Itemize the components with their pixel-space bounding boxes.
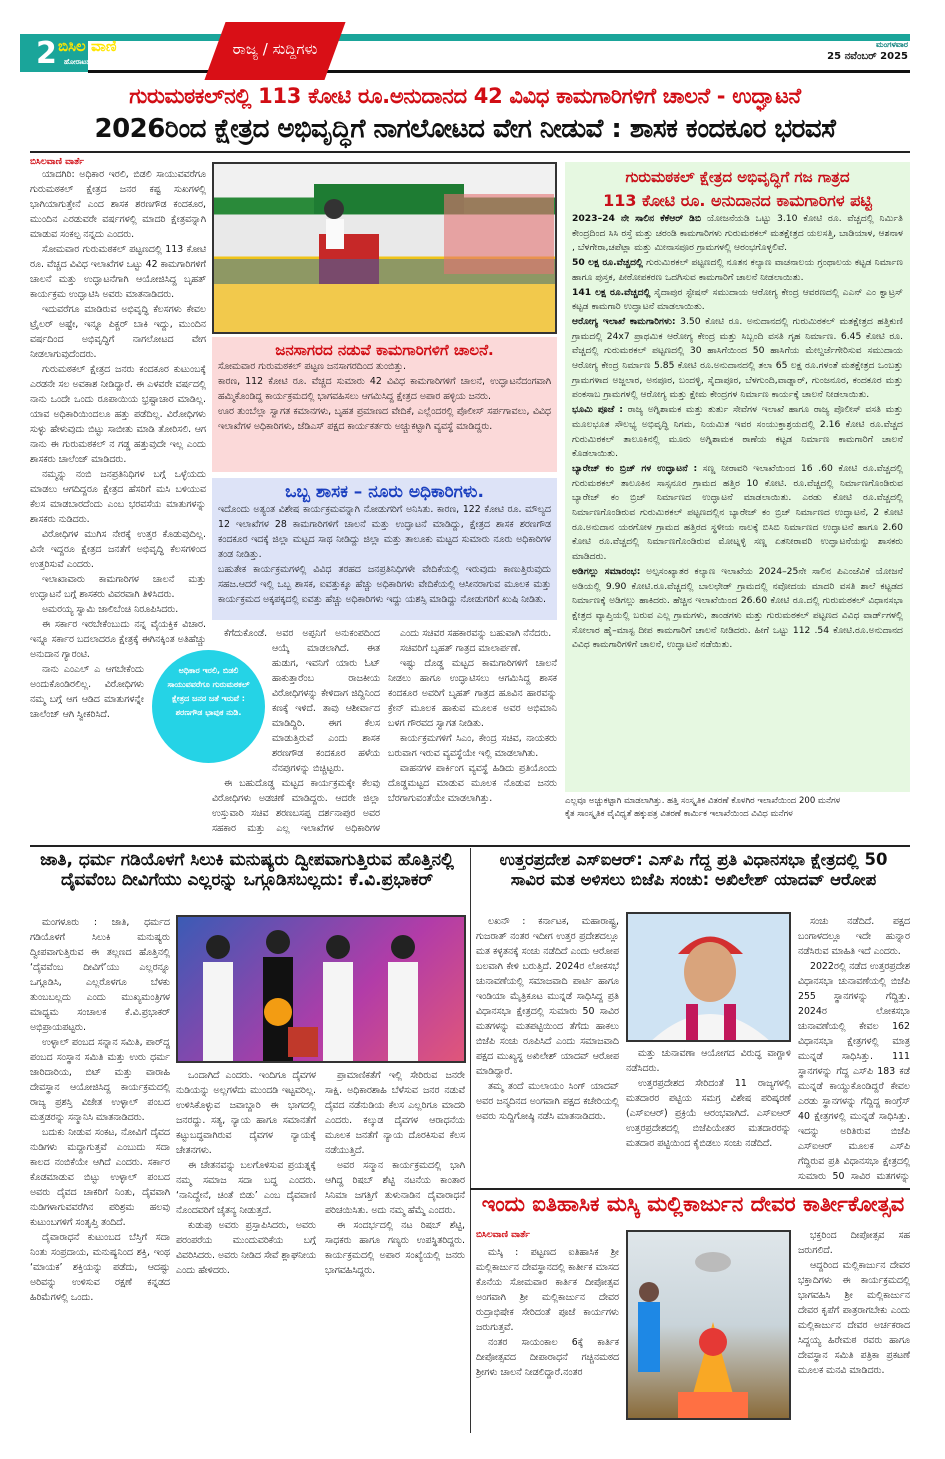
works-list-item — [572, 286, 903, 315]
paragraph: ಈ ಚೇತನವನ್ನು ಬಲಗೊಳಿಸುವ ಪ್ರಯತ್ನಕ್ಕೆ ನಮ್ಮ ಸಮಾಜ ಸದಾ ಬದ್ಧ ಎಂದರು. ‘ನಾನಿದ್ದೇನೆ, ಚಿಂತೆ ಬಿಡು’ ಎಂಬ ದೈವವಾಣಿ ನೊಂದವರಿಗೆ ಚೈತನ್ಯ ನೀಡುತ್ತದೆ. — [176, 1160, 316, 1216]
paragraph: ಊರ ತುಂಬೆಲ್ಲಾ ಸ್ವಾಗತ ಕಮಾನಗಳು, ಬೃಹತ ಪ್ರಮಾಣದ ವೇದಿಕೆ, ಎಲ್ಲೆಂದರಲ್ಲಿ ಪೊಲೀಸ್ ಸರ್ಪಗಾವಲು, ವಿವಿಧ ಇಲಾಖೆಗಳ ಅಧಿಕಾರಿಗಳು, ಜೆಡಿಎಸ್ ಪಕ್ಷದ ಕಾರ್ಯಕರ್ತರು ಅಚ್ಚುಕಟ್ಟಾಗಿ ವ್ಯವಸ್ಥೆ ಮಾಡಿದ್ದರು. — [218, 406, 551, 432]
divider — [30, 151, 910, 153]
works-list-item-lead: ಅಡಿಗಲ್ಲು ಸಮಾರಂಭ: — [572, 565, 641, 577]
works-list-item-lead: 50 ಲಕ್ಷ ರೂ.ವೆಚ್ಚದಲ್ಲಿ — [572, 257, 643, 269]
paragraph: ಸಚಿವರಿಗೆ ಬೃಹತ್ ಗಾತ್ರದ ಮಾಲಾರ್ಪಣೆ. — [400, 643, 521, 654]
paragraph: ಉಳ್ಳಾಲ್ ಪಂಬದ ಸನ್ನಾನ ಸಮಿತಿ, ಪಾರ್‌ದ್ದ ಪಂಬದ ಸಂಸ್ಥಾನ ಸಮಿತಿ ಮತ್ತು ಉರು ಧರ್ಮ ಜಾರಿದಾರಿಯ, ಬಿಟ್ ಮತ್ತು ವಾರಾಹಿ ದೇವಸ್ಥಾನ ಆಯೋಜಿಸಿದ್ದ ಕಾರ್ಯಕ್ರಮದಲ್ಲಿ ರಾಜ್ಯ ಪ್ರಶಸ್ತಿ ವಿಜೇತ ಉಳ್ಳಾಲ್ ಪಂಬದ ಮತ್ತಡರನ್ನು ಸನ್ಮಾನಿಸಿ ಮಾತನಾಡಿದರು. — [30, 1037, 170, 1123]
works-list-item — [572, 462, 903, 565]
maski-column-1 — [476, 1245, 619, 1427]
works-list-item-text: ಯೋಜನೆಯಡಿ ಒಟ್ಟು 3.10 ಕೋಟಿ ರೂ. ವೆಚ್ಚದಲ್ಲಿ ನಿರ್ಮಿತಿ ಕೇಂದ್ರದಿಂದ ಸಿಸಿ ರಸ್ತೆ ಮತ್ತು ಚರಂಡಿ ಕಾಮಗಾರಿಗಳು ಗುರುಮಠಕಲ್ ಮತಕ್ಷೇತ್ರದ ಯಲಸತ್ತಿ, ಬಾಡಿಯಾಳ, ಆಶನಾಳ , ಬೆಳಗೇರಾ,ಚಪೆಟ್ಲಾ ಮತ್ತು ಮೀನಾಸಪೂರ ಗ್ರಾಮಗಳಲ್ಲಿ ಆರಂಭಗೊಳ್ಳಲಿವೆ. — [572, 213, 903, 254]
paragraph: ಮಂಗಳೂರು : ಜಾತಿ, ಧರ್ಮದ ಗಡಿಯೊಳಗೆ ಸಿಲುಕಿ ಮನುಷ್ಯರು ದ್ವೀಪವಾಗುತ್ತಿರುವ ಈ ತಲ್ಲಣದ ಹೊತ್ತಿನಲ್ಲಿ ‘ದೈವವೆಂಬ ದೀವಿಗೆ’ಯು ಎಲ್ಲರನ್ನೂ ಒಗ್ಗೂಡಿಸಿ, ಎಲ್ಲರೊಳಗೂ ಬೆಳಕು ತುಂಬಬಲ್ಲದು ಎಂದು ಮುಖ್ಯಮಂತ್ರಿಗಳ ಮಾಧ್ಯಮ ಸಂಚಾಲಕ ಕೆ.ವಿ.ಪ್ರಭಾಕರ್ ಅಭಿಪ್ರಾಯಪಟ್ಟರು. — [30, 917, 170, 1033]
paragraph: ಸೋಮವಾರ ಗುರುಮಠಕಲ್ ಪಟ್ಟಣದಲ್ಲಿ 113 ಕೋಟಿ ರೂ. ವೆಚ್ಚದ ವಿವಿಧ ಇಲಾಖೆಗಳ ಒಟ್ಟು 42 ಕಾಮಗಾರಿಗಳಿಗೆ ಚಾಲನೆ ಮತ್ತು ಉದ್ಘಾಟನೆಗಾಗಿ ಆಯೋಜಿಸಿದ್ದ ಬೃಹತ್ ಕಾರ್ಯಕ್ರಮ ಉದ್ಘಾಟಿಸಿ ಅವರು ಮಾತನಾಡಿದರು. — [30, 244, 206, 300]
divider — [470, 1188, 910, 1190]
paragraph: ಇಷ್ಟು ದೊಡ್ಡ ಮಟ್ಟದ ಕಾಮಗಾರಿಗಳಿಗೆ ಚಾಲನೆ ನೀಡಲು ಹಾಗೂ ಉದ್ಘಾಟಿಸಲು ಆಗಮಿಸಿದ್ದ ಶಾಸಕ ಕಂದಕೂರ ಅವರಿಗೆ ಬೃಹತ್ ಗಾತ್ರದ ಹೂವಿನ ಹಾರವನ್ನು ಕ್ರೇನ್ ಮೂಲಕ ಹಾಕುವ ಮೂಲಕ ಅವರ ಅಭಿಮಾನಿ ಬಳಗ ಗೌರವದ ಸ್ವಾಗತ ನೀಡಿತು. — [388, 658, 557, 729]
paragraph: ಈ ಬಹುದೊಡ್ಡ ಮಟ್ಟದ ಕಾರ್ಯಕ್ರಮಕ್ಕೇ ಕೆಲವು ವಿರೋಧಿಗಳು ಅಡಚಣೆ ಮಾಡಿದ್ದರು. ಆದರೇ ಜಿಲ್ಲಾ ಉಸ್ತುವಾರಿ ಸಚಿವ ಶರಣಬಸಪ್ಪ ದರ್ಶನಾಪುರ ಅವರ ಸಹಕಾರ ಮತ್ತು ಎಲ್ಲ ಇಲಾಖೆಗಳ ಅಧಿಕಾರಿಗಳ — [212, 778, 380, 834]
prabhakar-headline-1: ಜಾತಿ, ಧರ್ಮ ಗಡಿಯೊಳಗೆ ಸಿಲುಕಿ ಮನುಷ್ಯರು ದ್ವೀಪವಾಗುತ್ತಿರುವ ಹೊತ್ತಿನಲ್ಲಿ — [40, 850, 454, 870]
lead-middle-column-b — [388, 626, 557, 838]
akhilesh-column-1 — [476, 914, 619, 1184]
works-list-item-text: ರಾಜ್ಯ ಅಗ್ನಿಶಾಮಕ ಮತ್ತು ತುರ್ತು ಸೇವೆಗಳ ಇಲಾಖೆ ಹಾಗೂ ರಾಜ್ಯ ಪೊಲೀಸ್ ವಸತಿ ಮತ್ತು ಮೂಲಭೂತ ಸೌಲಭ್ಯ ಅಭಿವೃದ್ಧಿ ನಿಗಮ, ನಿಯಮಿತ ಇವರ ಸಂಯುಕ್ತಾಶ್ರಯದಲ್ಲಿ 2.16 ಕೋಟಿ ರೂ.ವೆಚ್ಚದ ಗುರುಮಿಠಕಲ್ ತಾಲೂಕಿನಲ್ಲಿ ಮೂರು ಅಗ್ನಿಶಾಮಕ ಠಾಣೆಯ ಕಟ್ಟಡ ನಿರ್ಮಾಣ ಕಾಮಗಾರಿಗೆ ಚಾಲನೆ ಕೊಡಲಾಯಿತು. — [572, 404, 903, 460]
paragraph: ಸೋಮವಾರ ಗುರುಮಠಕಲ್ ಪಟ್ಟಣ ಜನಸಾಗರದಿಂದ ತುಂಬಿತ್ತು. — [218, 361, 407, 372]
paragraph: ಒಂದಾಗಿದೆ ಎಂದರು. ಇಂದಿಗೂ ದೈವಗಳ ನುಡಿಯನ್ನು ಅಲ್ಲಗಳೆದು ಮುಂದಡಿ ಇಟ್ಟವರಿಲ್ಲ. ಉಳಿಸಿಕೊಳ್ಳುವ ಜವಾಬ್ದಾರಿ ಈ ಭಾಗದಲ್ಲಿ ಜನರದ್ದು. ಸತ್ಯ, ನ್ಯಾಯ ಹಾಗೂ ಸಮಾನತೆಗೆ ಕಟ್ಟುಬದ್ಧವಾಗಿರುವ ದೈವಗಳ ನ್ಯಾಯಕ್ಕೆ ಚೇತನಗಳು. — [176, 1070, 316, 1156]
paragraph: ನಮ್ಮನ್ನು ನಂಬಿ ಜನಪ್ರತಿನಿಧಿಗಳ ಬಗ್ಗೆ ಒಳ್ಳೆಯದು ಮಾಡಲು ಆಗದಿದ್ದರೂ ಕ್ಷೇತ್ರದ ಹೆಸರಿಗೆ ಮಸಿ ಬಳಿಯುವ ಕೆಲಸ ಮಾಡಬಾರದೆಂದು ಎಂಬ ಭರವಸೆಯ ಮಾತುಗಳನ್ನು ಶಾಸಕರು ನುಡಿದರು. — [30, 469, 206, 525]
prabhakar-column-1 — [30, 915, 170, 1427]
works-list-item-lead: 141 ಲಕ್ಷ ರೂ.ವೆಚ್ಚದಲ್ಲಿ — [572, 286, 651, 298]
pink-box-heading: ಜನಸಾಗರದ ನಡುವೆ ಕಾಮಗಾರಿಗಳಿಗೆ ಚಾಲನೆ. — [275, 341, 494, 359]
paragraph: ವಾಹನಗಳ ಪಾರ್ಕಿಂಗ ವ್ಯವಸ್ಥೆ ಹಿಡಿದು ಪ್ರತಿಯೊಂದು ದೊಡ್ಡಮಟ್ಟದ ಮಾಡುವ ಮೂಲಕ ನೊಡುವ ಜನರು ಬೆರಗಾಗುವಂತೆಯೇ ಮಾಡಲಾಗಿತ್ತು. — [388, 763, 557, 804]
divider — [30, 845, 910, 847]
paragraph: ಕಾರ್ಯಕ್ರಮಗಳಿಗೆ ಸಿಎಂ, ಕೇಂದ್ರ ಸಚಿವ, ನಾಯಕರು ಬರುವಾಗ ಇರುವ ವ್ಯವಸ್ಥೆಯೇ ಇಲ್ಲಿ ಮಾಡಲಾಗಿತು. — [388, 733, 557, 759]
paragraph: ಲಖನೌ : ಕರ್ನಾಟಕ, ಮಹಾರಾಷ್ಟ್ರ, ಗುಜರಾತ್ ನಂತರ ಇದೀಗ ಉತ್ತರ ಪ್ರದೇಶದಲ್ಲೂ ಮತ ಕಳ್ಳತನಕ್ಕೆ ಸಂಚು ನಡೆದಿದೆ ಎಂದು ಆರೋಪ ಬಲವಾಗಿ ಕೇಳಿ ಬರುತ್ತಿದೆ. 2024ರ ಲೋಕಸಭೆ ಚುನಾವಣೆಯಲ್ಲಿ ಸಮಾಜವಾದಿ ಪಾರ್ಟಿ ಹಾಗೂ ಇಂಡಿಯಾ ಮೈತ್ರಿಕೂಟ ಮುನ್ನಡೆ ಸಾಧಿಸಿದ್ದ ಪ್ರತಿ ವಿಧಾನಸಭಾ ಕ್ಷೇತ್ರದಲ್ಲಿ ಸುಮಾರು 50 ಸಾವಿರ ಮತಗಳನ್ನು ಮತಪಟ್ಟಿಯಿಂದ ತೆಗೆದು ಹಾಕಲು ಬಿಜೆಪಿ ಸಂಚು ರೂಪಿಸಿದೆ ಎಂದು ಸಮಾಜವಾದಿ ಪಕ್ಷದ ಮುಖ್ಯಸ್ಥ ಅಖಿಲೇಶ್ ಯಾದವ್ ಆರೋಪ ಮಾಡಿದ್ದಾರೆ. — [476, 916, 619, 1077]
akhilesh-headline-2: ಸಾವಿರ ಮತ ಅಳಿಸಲು ಬಿಜೆಪಿ ಸಂಚು: ಅಖಿಲೇಶ್ ಯಾದವ್ ಆರೋಪ — [510, 870, 877, 889]
works-list-box — [565, 162, 910, 792]
works-list-item — [572, 212, 903, 256]
paragraph: ಉತ್ತರಪ್ರದೇಶದ ಸೇರಿದಂತೆ 11 ರಾಜ್ಯಗಳಲ್ಲಿ ಮತದಾರರ ಪಟ್ಟಿಯ ಸಮಗ್ರ ವಿಶೇಷ ಪರಿಷ್ಕರಣೆ (ಎಸ್‌ಐಆರ್) ಪ್ರಕ್ರಿಯೆ ಆರಂಭವಾಗಿದೆ. ಎಸ್‌ಐಆರ್ ಉತ್ತರಪ್ರದೇಶದಲ್ಲಿ ಬಿಜೆಪಿಯೇತರ ಮತದಾರರನ್ನು ಮತದಾರ ಪಟ್ಟಿಯಿಂದ ಕೈಬಿಡಲು ಸಂಚು ನಡೆದಿದೆ. — [626, 1078, 791, 1149]
issue-date: 25 ನವೆಂಬರ್ 2025 — [827, 51, 908, 62]
paragraph: ಎಂದು ಸಚಿವರ ಸಹಕಾರವನ್ನು ಬಹುವಾಗಿ ನೆನೆದರು. — [400, 628, 552, 639]
prabhakar-photo — [176, 915, 466, 1063]
paragraph: ಭಕ್ತರಿಂದ ದೀಪೋತ್ಸವ ಸಹ ಜರುಗಲಿದೆ. — [798, 1230, 910, 1256]
lead-headline: 2026ರಿಂದ ಕ್ಷೇತ್ರದ ಅಭಿವೃದ್ಧಿಗೆ ನಾಗಲೋಟದ ವೇಗ ನೀಡುವೆ : ಶಾಸಕ ಕಂದಕೂರ ಭರವಸೆ — [94, 114, 836, 144]
paragraph: ಇದುವರೆಗೂ ಮಾಡಿರುವ ಅಭಿವೃದ್ಧಿ ಕೆಲಸಗಳು ಕೇವಲ ಟ್ರೈಲರ್ ಅಷ್ಟೇ, ಇನ್ನೂ ಪಿಕ್ಚರ್ ಬಾಕಿ ಇದ್ದು, ಮುಂದಿನ ವರ್ಷದಿಂದ ಅಭಿವೃದ್ಧಿಗೆ ನಾಗಲೋಟದ ವೇಗ ನೀಡಲಾಗುವುದೆಂದರು. — [30, 304, 206, 360]
paragraph: ಈ ಸಂದರ್ಭದಲ್ಲಿ ನಟ ರಿಷಬ್ ಶೆಟ್ಟಿ, ಸಾಧಕರು ಹಾಗೂ ಗಣ್ಯರು ಉಪಸ್ಥಿತರಿದ್ದರು. ಕಾರ್ಯಕ್ರಮದಲ್ಲಿ ಅಪಾರ ಸಂಖ್ಯೆಯಲ್ಲಿ ಜನರು ಭಾಗವಹಿಸಿದ್ದರು. — [325, 1220, 465, 1276]
works-list-item-text: 3.50 ಕೋಟಿ ರೂ. ಅನುದಾನದಲ್ಲಿ ಗುರುಮಿಠಕಲ್ ಮತಕ್ಷೇತ್ರದ ಹತ್ತಿಕುಣಿ ಗ್ರಾಮದಲ್ಲಿ 24x7 ಪ್ರಾಥಮಿಕ ಆರೋಗ್ಯ ಕೇಂದ್ರ ಮತ್ತು ಸಿಬ್ಬಂದಿ ವಸತಿ ಗೃಹ ನಿರ್ಮಾಣ. 6.45 ಕೋಟಿ ರೂ. ವೆಚ್ಚದಲ್ಲಿ ಗುರುಮಠಕಲ್ ಪಟ್ಟಣದಲ್ಲಿ 30 ಹಾಸಿಗೆಯಿಂದ 50 ಹಾಸಿಗೆಯ ಮೇಲ್ದರ್ಜೆಗೇರಿಸುವ ಸಮುದಾಯ ಆರೋಗ್ಯ ಕೇಂದ್ರ ನಿರ್ಮಾಣ 5.85 ಕೋಟಿ ರೂ.ಅನುದಾನದಲ್ಲಿ ತಲಾ 65 ಲಕ್ಷ ರೂ.ಗಳಂತೆ ಮತಕ್ಷೇತ್ರದ ಒಂಬತ್ತು ಗ್ರಾಮಗಳಾದ ಅಜ್ಜಲಾರ, ಅನಪೂರ, ಬಂದಳ್ಳಿ, ಸೈದಾಪೂರ, ಬೆಳಗುಂದಿ,ವಾಡ್ನಾರ್, ಗುಂಜನೂರ, ಕಂದಕೂರ ಮತ್ತು ಪಂಕಸಾಬ ಗ್ರಾಮಗಳಲ್ಲಿ ಆರೋಗ್ಯ ಮತ್ತು ಕ್ಷೇಮ ಕೇಂದ್ರಗಳ ನಿರ್ಮಾಣ ಕಾರ್ಯಕ್ಕೆ ಚಾಲನೆ ನೀಡಲಾಯಿತು. — [572, 315, 903, 401]
page-number: 2 — [36, 36, 57, 71]
works-list-item-text: ಅಲ್ಪಸಂಖ್ಯಾತರ ಕಲ್ಯಾಣ ಇಲಾಖೆಯ 2024–25ನೇ ಸಾಲಿನ ಪಿಎಂಜೆವಿಕೆ ಯೋಜನೆ ಅಡಿಯಲ್ಲಿ 9.90 ಕೋಟಿ.ರೂ.ವೆಚ್ಚದಲ್ಲಿ ಬಾಲಛೇಡ್ ಗ್ರಾಮದಲ್ಲಿ ನವೋದಯ ಮಾದರಿ ವಸತಿ ಶಾಲೆ ಕಟ್ಟಡದ ನಿರ್ಮಾಣಕ್ಕೆ ಅಡಿಗಲ್ಲು ಹಾಕಿದರು. ಹೆಚ್ಚಿನ ಇಲಾಖೆಯಿಂದ 26.60 ಕೋಟಿ ರೂ.ದಲ್ಲಿ ಗುರುಮಠಕಲ್ ವಿಧಾನಸಭಾ ಕ್ಷೇತ್ರದ ವ್ಯಾಪ್ತಿಯಲ್ಲಿ ಬರುವ ಎಲ್ಲ ಗ್ರಾಮಗಳು, ತಾಂಡಗಳು ಮತ್ತು ಗುರುಮಠಕಲ್ ಪಟ್ಟಣದ ವಿವಿಧ ವಾರ್ಡ್‌ಗಳಲ್ಲಿ ಸೋಲಾರ ಹೈ–ಮಾಸ್ಟ ದೀಪ ಕಾಮಗಾರಿಗೆ ಚಾಲನೆ ನೀಡಿದರು. ಹೀಗೆ ಒಟ್ಟು 112 .54 ಕೋಟಿ.ರೂ.ಅನುದಾನದ ವಿವಿಧ ಕಾಮಗಾರಿಗಳಿಗೆ ಚಾಲನೆ, ಉದ್ಘಾಟನೆ ನಡೆಯಿತು. — [572, 565, 903, 651]
akhilesh-photo — [626, 912, 791, 1042]
blue-box-heading: ಒಬ್ಬ ಶಾಸಕ – ನೂರು ಅಧಿಕಾರಿಗಳು. — [285, 482, 484, 502]
paragraph: ಎಲ್ಲವೂ ಅಚ್ಚುಕಟ್ಟಾಗಿ ಮಾಡಲಾಗಿತ್ತು. ಹತ್ತಿ ಸಂಸ್ಕೃತಿಕ ವಿತರಣೆ ಕೊಳಗಿರ ಇಲಾಖೆಯಿಂದ 200 ಮನೆಗಳ — [565, 796, 841, 806]
pull-quote: ಅಧಿಕಾರ ಇರಲಿ, ಬಿಡಲಿ ಸಾಯುವವರೆಗೂ ಗುರುಮಠಕಲ್ ಕ್ಷೇತ್ರದ ಜನರ ಜತೆ ಇರುವೆ : ಶರಣಗೌಡ ಭಾವುಕ ನುಡಿ. — [152, 650, 265, 763]
prabhakar-column-3 — [325, 1068, 465, 1427]
works-list-item-lead: 2023–24 ನೇ ಸಾಲಿನ ಕೆಕೆಆರ್ ಡಿಬಿ — [572, 213, 702, 224]
works-list-item — [572, 565, 903, 653]
works-list-item — [572, 256, 903, 285]
paper-name: ಬಿಸಿಲ ವಾಣಿ — [58, 37, 117, 55]
prabhakar-headline-2: ದೈವವೆಂಬ ದೀವಿಗೆಯು ಎಲ್ಲರನ್ನು ಒಗ್ಗೂಡಿಸಬಲ್ಲದು: ಕೆ.ವಿ.ಪ್ರಭಾಕರ್ — [60, 870, 434, 890]
paragraph: ಕುಡುಪು ಅವರು ಪ್ರಸ್ತಾಪಿಸಿದರು, ಅವರು ಪರಂಪರೆಯ ಮುಂದುವರಿಕೆಯ ಬಗ್ಗೆ ವಿವರಿಸಿದರು. ಅವರು ನೀಡಿದ ಸೇವೆ ಶ್ಲಾಘನೀಯ ಎಂದು ಹೇಳಿದರು. — [176, 1220, 316, 1276]
paragraph: ಬದುಕು ನೀಡುವ ಸಂಕಟ, ನೋವಿಗೆ ದೈವದ ನುಡಿಗಳು ಮದ್ದಾಗುತ್ತವೆ ಎಂಬುದು ಸದಾ ಕಾಲದ ನಂಬಿಕೆಯೇ ಆಗಿದೆ ಎಂದರು. ಸರ್ಕಾರ ಕೊಡಮಾಡುವ ಬಿಟ್ಟು ಉಳ್ಳಾಲ್ ಪಂಬದ ಅವರು ದೈವದ ಚಾಕರಿಗೆ ನಿಂತು, ದೈವವಾಗಿ ನುಡಿಗಳಾಗುವವರೆಗಿನ ಪರಿಶ್ರಮ ಹಲವು ಕುಟುಂಬಗಳಿಗೆ ಸಂತೃಪ್ತಿ ತಂದಿದೆ. — [30, 1127, 170, 1228]
paragraph: ಕೆಗೆದುಕೊಂಡೆ. ಅವರ ಅಪ್ಪನಿಗೆ ಅನುಕಂಪದಿಂದ ಆಯ್ಕೆ ಮಾಡಲಾಗಿದೆ. ಈತ ಹುಡುಗ, ಇವನಿಗೆ ಯಾರು ಓಟ್ ಹಾಕುತ್ತಾರೆಂಬ ರಾಜಕೀಯ ವಿರೋಧಿಗಳನ್ನು ಕೇಳಿದಾಗ ಜಿದ್ದಿನಿಂದ ಕಣಕ್ಕೆ ಇಳಿದೆ. ತಾವು ಆಶೀರ್ವಾದ ಮಾಡಿದ್ದಿರಿ. ಈಗ ಕೆಲಸ ಮಾಡುತ್ತಿರುವೆ ಎಂದು ಶಾಸಕ ಶರಣಗೌಡ ಕಂದಕೂರ ಹಳೆಯ ನೆನಪುಗಳನ್ನು ಬಿಚ್ಚಿಟ್ಟರು. — [224, 628, 380, 774]
prabhakar-headline — [30, 850, 464, 912]
paragraph: ಪ್ರಾಮಾಣಿಕತೆಗೆ ಇಲ್ಲಿ ಸೇರಿರುವ ಜನರೇ ಸಾಕ್ಷಿ. ಅಧಿಕಾರಶಾಹಿ ಬೆಳೆಸುವ ಜನರ ನಡುವೆ ದೈವದ ನಡೆನುಡಿಯ ಕೆಲಸ ಎಲ್ಲರಿಗೂ ಮಾದರಿ ಎಂದರು. ಕಲ್ಕುಡ ದೈವಗಳ ಆರಾಧನೆಯ ಮೂಲಕ ಜನತೆಗೆ ನ್ಯಾಯ ದೊರಕಿಸುವ ಕೆಲಸ ನಡೆಯುತ್ತಿದೆ. — [325, 1070, 465, 1156]
maski-byline: ಬಿಸಿಲವಾಣಿ ವಾರ್ತೆ — [476, 1230, 530, 1240]
paragraph: ಕಾರಣ, 112 ಕೋಟಿ ರೂ. ವೆಚ್ಚದ ಸುಮಾರು 42 ವಿವಿಧ ಕಾಮಗಾರಿಗಳಿಗೆ ಚಾಲನೆ, ಉದ್ಘಾಟನೆದಂಗವಾಗಿ ಹಮ್ಮಿಕೊಂಡಿದ್ದ ಕಾರ್ಯಕ್ರಮದಲ್ಲಿ ಭಾಗವಹಿಸಲು ಆಗಮಿಸಿದ್ದ ಕ್ಷೇತ್ರದ ಅಪಾರ ಹಳ್ಳಿಯ ಜನರು. — [218, 376, 551, 402]
works-list-item-text: ಗುರುಮಿಠಕಲ್ ಪಟ್ಟಣದಲ್ಲಿ ನೂತನ ಕಲ್ಯಾಣ ವಾಚನಾಲಯ ಗ್ರಂಥಾಲಯ ಕಟ್ಟಡ ನಿರ್ಮಾಣ ಹಾಗೂ ಪುಸ್ತಕ, ಪೀಠೋಪಕರಣ ಒದಗಿಸುವ ಕಾಮಗಾರಿಗೆ ಚಾಲನೆ ನೀಡಲಾಯಿತು. — [572, 257, 903, 283]
works-list-heading-2: 113 ಕೋಟಿ ರೂ. ಅನುದಾನದ ಕಾಮಗಾರಿಗಳ ಪಟ್ಟಿ — [603, 191, 872, 210]
maski-photo-illustration — [628, 1232, 791, 1420]
paragraph: ಅಮರಯ್ಯ ಸ್ವಾಮಿ ಜಾಲಿಬೆಂಚಿ ನಿರೂಪಿಸಿದರು. — [42, 604, 179, 615]
paragraph: ಕೈತ ಸಾಂಸ್ಕೃತಿಕ ವೈವಿಧ್ಯತೆ ಹಕ್ಕುಪತ್ರ ವಿತರಣೆ ಕಾರ್ಮಿಕ ಇಲಾಖೆಯಿಂದ ವಿವಿಧ ಮನೆಗಳ — [565, 809, 793, 819]
akhilesh-column-3 — [798, 914, 910, 1184]
works-list-item-text: ಸೈದಾಪುರ ಸ್ಟೇಷನ್ ಸಮುದಾಯ ಆರೋಗ್ಯ ಕೇಂದ್ರ ಆವರಣದಲ್ಲಿ ಎಎನ್ ಎಂ ಕ್ವಾಟ್ರಸ್ ಕಟ್ಟಡ ಕಾಮಗಾರಿ ಉದ್ಘಾಟನೆ ಮಾಡಲಾಯಿತು. — [572, 286, 903, 313]
paragraph: ಮತ್ತು ಚುನಾವಣಾ ಆಯೋಗದ ವಿರುದ್ಧ ವಾಗ್ದಾಳಿ ನಡೆಸಿದರು. — [626, 1048, 791, 1074]
event-photo — [212, 162, 557, 334]
weekday: ಮಂಗಳವಾರ — [875, 40, 908, 49]
paragraph: ನಾನು ಎಂಎಲ್ ಎ ಆಗಬೇಕೆಂದು ಅಂದುಕೊಂಡಿರಲಿಲ್ಲ. ವಿರೋಧಿಗಳು ನಮ್ಮ ಬಗ್ಗೆ ಆಗ ಆಡಿದ ಮಾತುಗಳನ್ನೇ ಚಾಲೆಂಜ್ ಆಗಿ ಸ್ವೀಕರಿಸಿದೆ. — [30, 664, 144, 720]
paragraph: ತಮ್ಮ ತಂದೆ ಮುಲಾಯಂ ಸಿಂಗ್ ಯಾದವ್ ಅವರ ಜನ್ಮದಿನದ ಅಂಗವಾಗಿ ಪಕ್ಷದ ಕಚೇರಿಯಲ್ಲಿ ಅವರು ಸುದ್ದಿಗೋಷ್ಠಿ ನಡೆಸಿ ಮಾತನಾಡಿದರು. — [476, 1081, 619, 1122]
paragraph: ಸಂಚು ನಡೆದಿದೆ. ಪಕ್ಷದ ಬಂಗಾಳದಲ್ಲೂ ಇದೇ ಹುನ್ನಾರ ನಡೆಸಿರುವ ಮಾಹಿತಿ ಇದೆ ಎಂದರು. — [798, 916, 910, 957]
works-list-item — [572, 403, 903, 462]
paragraph: ಅವರ ಸನ್ಮಾನ ಕಾರ್ಯಕ್ರಮದಲ್ಲಿ ಭಾಗಿ ಆಗಿದ್ದ ರಿಷಬ್ ಶೆಟ್ಟಿ ನಟನೆಯ ಕಾಂತಾರ ಸಿನಿಮಾ ಜಗತ್ತಿಗೆ ತುಳುನಾಡಿನ ದೈವಾರಾಧನೆ ಪರಿಚಯಿಸಿತು. ಅದು ನಮ್ಮ ಹೆಮ್ಮೆ ಎಂದರು. — [325, 1160, 465, 1216]
akhilesh-photo-illustration — [628, 914, 791, 1042]
lead-bottom-strip — [565, 795, 910, 839]
works-list-item-lead: ಆರೋಗ್ಯ ಇಲಾಖೆ ಕಾಮಗಾರಿಗಳು: — [572, 315, 676, 327]
paragraph: ಇಲಾಖಾವಾರು ಕಾಮಗಾರಿಗಳ ಚಾಲನೆ ಮತ್ತು ಉದ್ಘಾಟನೆ ಬಗ್ಗೆ ಶಾಸಕರು ವಿವರವಾಗಿ ತಿಳಿಸಿದರು. — [30, 574, 206, 600]
paragraph: ದೈವಾರಾಧನೆ ಕುಟುಂಬದ ಬೆಸ್ತಿಗೆ ಸದಾ ನಿಂತು ಸಂಪ್ರದಾಯ, ಮನುಷ್ಯನಿಂದ ಶಕ್ತಿ, ಇಂಥ ‘ಮಾಯಕ’ ಶಕ್ತಿಯನ್ನು ಪಡೆದು, ಆದಷ್ಟು ಅರಿವನ್ನು ಉಳಿಸುವ ರಕ್ಷಣೆ ಕನ್ನಡದ ಹಿರಿಮೆಗಳಲ್ಲಿ ಒಂದು. — [30, 1232, 170, 1303]
event-photo-illustration — [214, 164, 557, 334]
paragraph: ಯಾದಗಿರಿ: ಅಧಿಕಾರ ಇರಲಿ, ಬಿಡಲಿ ಸಾಯುವವರೆಗೂ ಗುರುಮಠಕಲ್ ಕ್ಷೇತ್ರದ ಜನರ ಕಷ್ಟ ಸುಖಗಳಲ್ಲಿ ಭಾಗಿಯಾಗುತ್ತೇನೆ ಎಂದ ಶಾಸಕ ಶರಣಗೌಡ ಕಂದಕೂರ, ಮುಂದಿನ ಎರಡುವರೇ ವರ್ಷಗಳಲ್ಲಿ ಮಾದರಿ ಕ್ಷೇತ್ರವನ್ನಾಗಿ ಮಾಡುವ ಸಂಕಲ್ಪ ನನ್ನದು ಎಂದರು. — [30, 169, 206, 240]
akhilesh-headline — [477, 850, 910, 910]
section-label: ರಾಜ್ಯ / ಸುದ್ದಿಗಳು — [232, 40, 318, 58]
works-list-item-text: ಸಣ್ಣ ನೀರಾವರಿ ಇಲಾಖೆಯಿಂದ 16 .60 ಕೋಟಿ ರೂ.ವೆಚ್ಚದಲ್ಲಿ ಗುರುಮಠಕಲ್ ತಾಲೂಕಿನ ಸಾಸ್ಸನೂರ ಗ್ರಾಮದ ಹತ್ತಿರ 10 ಕೋಟಿ. ರೂ.ವೆಚ್ಚದಲ್ಲಿ ನಿರ್ಮಾಣಗೊಂಡಿರುವ ಬ್ಯಾರೇಜ್ ಕಂ ಬ್ರಿಜ್ ನಿರ್ಮಾಣದ ಉದ್ಘಾಟನೆ ಮಾಡಲಾಯಿತು. ಎರಡು ಕೋಟಿ ರೂ.ವೆಚ್ಚದಲ್ಲಿ ನಿರ್ಮಾಣಗೊಂಡಿರುವ ಗುರುಮಿಠಕಲ್ ಪಟ್ಟಣದಲ್ಲಿನ ಬ್ಯಾರೇಜ್ ಕಂ ಬ್ರಿಜ್ ನಿರ್ಮಾಣದ ಉದ್ಘಾಟನೆ, 2 ಕೋಟಿ ರೂ.ಅನುದಾನ ಯರಗೋಳ ಗ್ರಾಮದ ಹತ್ತಿರದ ಸ್ಥಳೀಯ ನಾಲಕ್ಕೆ ಬಿಸಿಬಿ ನಿರ್ಮಾಣದ ಉದ್ಘಾಟನೆ ಹಾಗೂ 2.60 ಕೋಟಿ ರೂ.ವೆಚ್ಚದಲ್ಲಿ ನಿರ್ಮಾಣಗೊಂಡಿರುವ ಮೋಟ್ನಳ್ಳಿ ಸಣ್ಣ ಏತನೀರಾವರಿ ಉದ್ಘಾಟನೆಯನ್ನು ಶಾಸಕರು ಮಾಡಿದರು. — [572, 462, 903, 563]
prabhakar-column-2 — [176, 1068, 316, 1427]
paragraph: ಮಸ್ಕಿ : ಪಟ್ಟಣದ ಐತಿಹಾಸಿಕ ಶ್ರೀ ಮಲ್ಲಿಕಾರ್ಜುನ ದೇವಸ್ಥಾನದಲ್ಲಿ ಕಾರ್ತೀಕ ಮಾಸದ ಕೊನೆಯ ಸೋಮವಾರ ಕಾರ್ತಿಕ ದೀಪೋತ್ಸವ ಅಂಗವಾಗಿ ಶ್ರೀ ಮಲ್ಲಿಕಾರ್ಜುನ ದೇವರ ರುದ್ರಾಭಿಷೇಕ ಸೇರಿದಂತೆ ಪೂಜೆ ಕಾರ್ಯಗಳು ಜರುಗುತ್ತವೆ. — [476, 1247, 619, 1333]
paragraph: 2022ರಲ್ಲಿ ನಡೆದ ಉತ್ತರಪ್ರದೇಶ ವಿಧಾನಸಭಾ ಚುನಾವಣೆಯಲ್ಲಿ ಬಿಜೆಪಿ 255 ಸ್ಥಾನಗಳನ್ನು ಗೆದ್ದಿತ್ತು. 2024ರ ಲೋಕಸಭಾ ಚುನಾವಣೆಯಲ್ಲಿ ಕೇವಲ 162 ವಿಧಾನಸಭಾ ಕ್ಷೇತ್ರಗಳಲ್ಲಿ ಮಾತ್ರ ಮುನ್ನಡೆ ಸಾಧಿಸಿತ್ತು. 111 ಸ್ಥಾನಗಳನ್ನು ಗೆದ್ದ ಎಸ್‌ಪಿ 183 ಕಡೆ ಮುನ್ನಡೆ ಕಾಯ್ದುಕೊಂಡಿದ್ದರೆ ಕೇವಲ ಎರಡು ಸ್ಥಾನಗಳನ್ನು ಗೆದ್ದಿದ್ದ ಕಾಂಗ್ರೆಸ್ 40 ಕ್ಷೇತ್ರಗಳಲ್ಲಿ ಮುನ್ನಡೆ ಸಾಧಿಸಿತ್ತು. ಇದನ್ನು ಅರಿತಿರುವ ಬಿಜೆಪಿ ಎಸ್‌ಐಆರ್ ಮೂಲಕ ಎಸ್‌ಪಿ ಗೆದ್ದಿರುವ ಪ್ರತಿ ವಿಧಾನಸಭಾ ಕ್ಷೇತ್ರದಲ್ಲಿ ಸುಮಾರು 50 ಸಾವಿರ ಮತಗಳನ್ನು — [798, 961, 910, 1182]
works-list-heading-1: ಗುರುಮಠಕಲ್ ಕ್ಷೇತ್ರದ ಅಭಿವೃದ್ಧಿಗೆ ಗಜ ಗಾತ್ರದ — [625, 168, 850, 186]
works-list-item-lead: ಬ್ಯಾರೇಜ್ ಕಂ ಬ್ರಿಜ್ ಗಳ ಉದ್ಘಾಟನೆ : — [572, 462, 698, 474]
maski-photo — [626, 1230, 791, 1420]
paragraph: ಬಹುತೇಕ ಕಾರ್ಯಕ್ರಮಗಳಲ್ಲಿ ವಿವಿಧ ತರಹದ ಜನಪ್ರತಿನಿಧಿಗಳೇ ವೇದಿಕೆಯಲ್ಲಿ ಇರುವುದು ಕಾಣುತ್ತಿರುವುದು ಸಹಜ.ಆದರೆ ಇಲ್ಲಿ ಒಬ್ಬ ಶಾಸಕ, ಐವತ್ತುಕ್ಕೂ ಹೆಚ್ಚು ಅಧಿಕಾರಿಗಳು ವೇದಿಕೆಯಲ್ಲಿ ಆಸೀನರಾಗುವ ಮೂಲಕ ಮತ್ತು ಕಾರ್ಯಕ್ರಮದ ಅಕ್ಕಪಕ್ಕದಲ್ಲಿ ಐವತ್ತು ಹೆಚ್ಚು ಅಧಿಕಾರಿಗಳು ಇದ್ದು ಯಶಸ್ಸಿ ಮಾಡಿದ್ದು ನೋಡುಗರಿಗೆ ಖುಷಿ ನೀಡಿತು. — [218, 564, 551, 605]
paragraph: ಇದೊಂದು ಅತ್ಯಂತ ವಿಶೇಷ ಕಾರ್ಯಕ್ರಮವನ್ನಾಗಿ ನೋಡುಗರಿಗೆ ಅನಿಸಿತು. ಕಾರಣ, 122 ಕೋಟಿ ರೂ. ಮೌಲ್ಯದ 12 ಇಲಾಖೆಗಳ 28 ಕಾಮಗಾರಿಗಳಿಗೆ ಚಾಲನೆ ಮತ್ತು ಉದ್ಘಾಟನೆ ಮಾಡಿದ್ದು, ಕ್ಷೇತ್ರದ ಶಾಸಕ ಶರಣಗೌಡ ಕಂದಕೂರ ಇದಕ್ಕೆ ಜಿಲ್ಲಾ ಮಟ್ಟದ ಸಾಥ ನೀಡಿದ್ದು ಜಿಲ್ಲಾ ಮತ್ತು ತಾಲೂಕು ಮಟ್ಟದ ಸುಮಾರು ನೂರು ಅಧಿಕಾರಿಗಳ ತಂಡ ನೀಡಿತ್ತು. — [218, 504, 551, 560]
paper-tagline: ಹೋರಾಟದ ಧ್ವನಿ — [64, 58, 103, 66]
works-list-item-lead: ಭೂಮಿ ಪೂಜೆ : — [572, 404, 623, 416]
maski-column-2 — [798, 1228, 910, 1427]
paragraph: ಗುರುಮಠಕಲ್ ಕ್ಷೇತ್ರದ ಜನರು ಕಂದಕೂರ ಕುಟುಂಬಕ್ಕೆ ಎರಡನೇ ಸಲ ಅವಕಾಶ ನೀಡಿದ್ದಾರೆ. ಈ ಎಳವರೇ ವರ್ಷದಲ್ಲಿ ನಾನು ಒಂದೇ ಒಂದು ರೂಪಾಯಿಯ ಭ್ರಷ್ಟಾಚಾರ ಮಾಡಿಲ್ಲ. ಯಾವ ಅಧಿಕಾರಿಯಿಂದಲೂ ಹತ್ತು ಪಡೆದಿಲ್ಲ. ವಿರೋಧಿಗಳು ಸುಳ್ಳು ಹೇಳುವುದು ಬಿಟ್ಟು ಸಾಬೀತು ಮಾಡಿ ತೋರಿಸಲಿ. ಆಗ ನಾನು ಈ ಗುರುಮಠಕಲ್ ನ ಗಡ್ಡ ಹತ್ತುವುದೇ ಇಲ್ಲ ಎಂದು ಶಾಸಕರು ಚಾಲೆಂಜ್ ಮಾಡಿದರು. — [30, 364, 206, 465]
akhilesh-column-2 — [626, 1046, 791, 1184]
prabhakar-photo-illustration — [178, 917, 466, 1063]
maski-headline: ಇಂದು ಐತಿಹಾಸಿಕ ಮಸ್ಕಿ ಮಲ್ಲಿಕಾರ್ಜುನ ದೇವರ ಕಾರ್ತೀಕೋತ್ಸವ — [481, 1192, 905, 1216]
column-divider — [470, 848, 471, 1433]
masthead-bar — [20, 34, 910, 41]
paragraph: ನಂತರ ಸಾಯಂಕಾಲ 6ಕ್ಕೆ ಕಾರ್ತಿಕ ದೀಪೋತ್ಸವದ ದೀಪಾರಾಧನೆ ಗಚ್ಚಿನಮಠದ ಶ್ರೀಗಳು ಚಾಲನೆ ನೀಡಲಿದ್ದಾರೆ.ನಂತರ — [476, 1337, 619, 1378]
byline: ಬಿಸಿಲವಾಣಿ ವಾರ್ತೆ — [30, 157, 84, 167]
paragraph: ಆದ್ದರಿಂದ ಮಲ್ಲಿಕಾರ್ಜುನ ದೇವರ ಭಕ್ತಾದಿಗಳು ಈ ಕಾರ್ಯಕ್ರಮದಲ್ಲಿ ಭಾಗವಹಿಸಿ ಶ್ರೀ ಮಲ್ಲಿಕಾರ್ಜುನ ದೇವರ ಕೃಪೆಗೆ ಪಾತ್ರರಾಗಬೇಕು ಎಂದು ಮಲ್ಲಿಕಾರ್ಜುನ ದೇವರ ಅರ್ಚಕರಾದ ಸಿದ್ದಯ್ಯ ಹಿರೇಮಠ ರವರು ಹಾಗೂ ದೇವಸ್ಥಾನ ಸಮಿತಿ ಪತ್ರಿಕಾ ಪ್ರಕಟಣೆ ಮೂಲಕ ಮನವಿ ಮಾಡಿದರು. — [798, 1260, 910, 1376]
blue-box — [212, 478, 557, 620]
akhilesh-headline-1: ಉತ್ತರಪ್ರದೇಶ ಎಸ್‌ಐಆರ್: ಎಸ್‌ಪಿ ಗೆದ್ದ ಪ್ರತಿ ವಿಧಾನಸಭಾ ಕ್ಷೇತ್ರದಲ್ಲಿ 50 — [499, 850, 888, 869]
lead-kicker: ಗುರುಮಠಕಲ್‌ನಲ್ಲಿ 113 ಕೋಟಿ ರೂ.ಅನುದಾನದ 42 ವಿವಿಧ ಕಾಮಗಾರಿಗಳಿಗೆ ಚಾಲನೆ - ಉದ್ಘಾಟನೆ — [129, 84, 801, 108]
paragraph: ಈ ಸರ್ಕಾರ ಇರಬೇಕೆಂಬುದು ನನ್ನ ವೈಯಕ್ತಿಕ ವಿಚಾರ. ಇನ್ನೂ ಸರ್ಕಾರ ಬದಲಾದರೂ ಕ್ಷೇತ್ರಕ್ಕೆ ಈಗಿನಕ್ಕಿಂತ ಅತಿಹೆಚ್ಚು ಅನುದಾನ ಗ್ಯಾರಂಟಿ. — [30, 619, 206, 660]
pink-box — [212, 337, 557, 472]
paragraph: ವಿರೋಧಿಗಳ ಮುಗಿಸ ನೇರಕ್ಕೆ ಉತ್ತರ ಕೊಡುವುದಿಲ್ಲ. ವಿನೇ ಇದ್ದರೂ ಕ್ಷೇತ್ರದ ಜನತೆಗೆ ಅಭಿವೃದ್ಧಿ ಕೆಲಸಗಳಿಂದ ಉತ್ತರಿಸುವೆ ಎಂದರು. — [30, 529, 206, 570]
works-list-item — [572, 315, 903, 403]
